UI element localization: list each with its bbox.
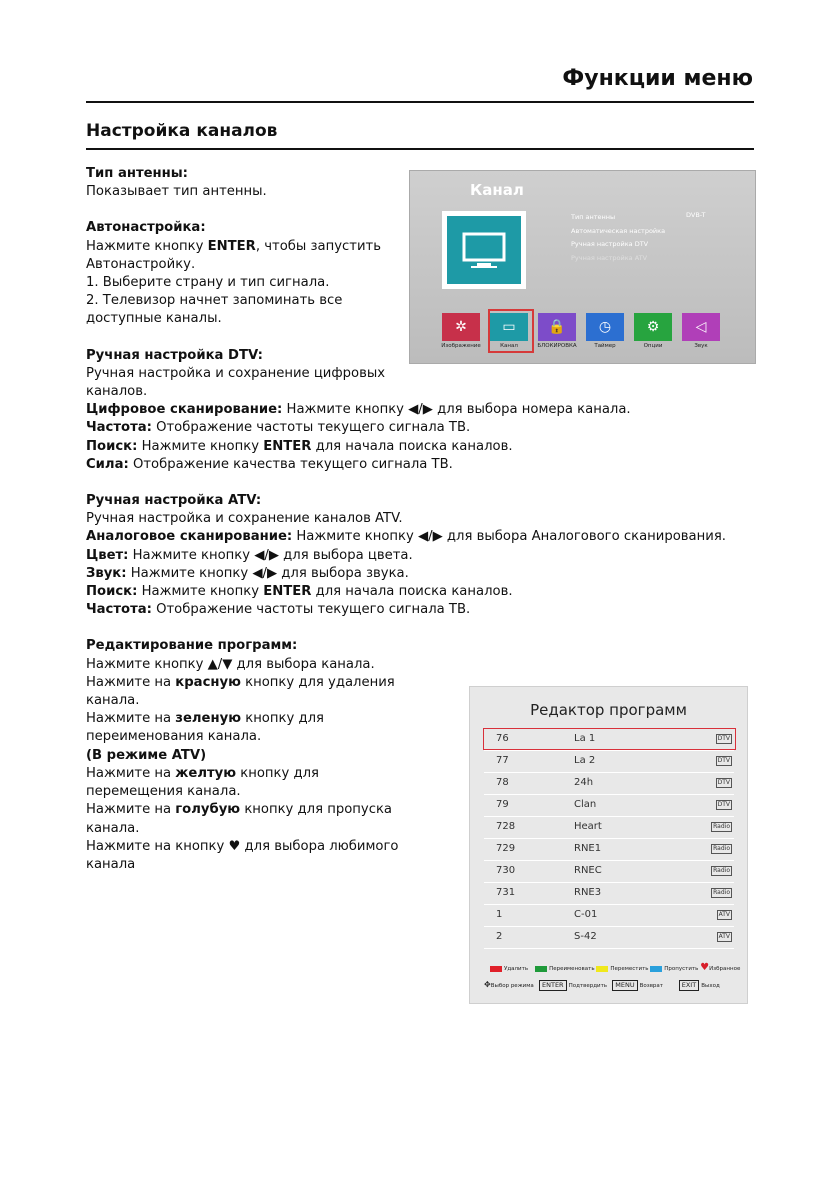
row-name: La 1 bbox=[574, 733, 596, 744]
blue-key-icon bbox=[650, 966, 662, 972]
table-row[interactable] bbox=[484, 839, 734, 861]
enter-key: ENTER bbox=[539, 980, 567, 991]
row-num: 76 bbox=[496, 733, 509, 744]
edit-l9: Нажмите на голубую кнопку для пропуска bbox=[86, 802, 393, 818]
row-num: 2 bbox=[496, 931, 503, 942]
atv-freq: Частота: Отображение частоты текущего сигнала ТВ. bbox=[86, 602, 471, 618]
dtv-freq: Частота: Отображение частоты текущего сигнала ТВ. bbox=[86, 420, 471, 436]
menu-item-antenna[interactable]: Тип антенны bbox=[571, 213, 616, 221]
table-row[interactable] bbox=[484, 861, 734, 883]
row-name: Heart bbox=[574, 821, 602, 832]
row-name: 24h bbox=[574, 777, 594, 788]
tile-icon: ◷ bbox=[598, 319, 612, 335]
tile-5[interactable] bbox=[634, 313, 672, 341]
row-num: 730 bbox=[496, 865, 516, 876]
row-name: RNEC bbox=[574, 865, 602, 876]
row-tag: DTV bbox=[717, 757, 730, 764]
menu-key: MENU bbox=[612, 980, 637, 991]
row-name: La 2 bbox=[574, 755, 596, 766]
row-tag: DTV bbox=[717, 779, 730, 786]
edit-l1: Нажмите кнопку ▲/▼ для выбора канала. bbox=[86, 656, 375, 672]
section-title: Настройка каналов bbox=[86, 121, 278, 141]
tile-icon: ✲ bbox=[455, 319, 467, 335]
red-key-icon bbox=[490, 966, 502, 972]
edit-l7: Нажмите на желтую кнопку для bbox=[86, 765, 319, 781]
tile-2[interactable] bbox=[490, 313, 528, 341]
tile-label: Опции bbox=[643, 343, 663, 349]
tile-label: БЛОКИРОВКА bbox=[537, 343, 577, 349]
dtv-heading: Ручная настройка DTV: bbox=[86, 347, 263, 363]
autotune-heading: Автонастройка: bbox=[86, 220, 206, 236]
edit-l10: канала. bbox=[86, 820, 140, 836]
tile-label: Изображение bbox=[441, 343, 481, 349]
edit-l6: (В режиме ATV) bbox=[86, 747, 207, 763]
tile-icon: ⚙ bbox=[646, 319, 660, 335]
dtv-power: Сила: Отображение качества текущего сигнала ТВ. bbox=[86, 456, 453, 472]
edit-l3: канала. bbox=[86, 693, 140, 709]
antenna-value: DVB-T bbox=[686, 211, 706, 219]
row-num: 731 bbox=[496, 887, 516, 898]
row-tag: Radio bbox=[713, 845, 730, 852]
row-tag: ATV bbox=[718, 911, 730, 918]
tv-menu-title: Канал bbox=[470, 181, 524, 199]
edit-l12: канала bbox=[86, 856, 136, 872]
row-tag: Radio bbox=[713, 889, 730, 896]
yellow-key-icon bbox=[596, 966, 608, 972]
edit-l2: Нажмите на красную кнопку для удаления bbox=[86, 674, 395, 690]
autotune-line2: Автонастройку. bbox=[86, 256, 196, 272]
row-name: RNE3 bbox=[574, 887, 602, 898]
atv-search: Поиск: Нажмите кнопку ENTER для начала поиска каналов. bbox=[86, 584, 513, 600]
tv-channel-menu bbox=[409, 170, 756, 364]
page-title: Функции меню bbox=[562, 66, 753, 91]
table-row[interactable] bbox=[484, 773, 734, 795]
dtv-search: Поиск: Нажмите кнопку ENTER для начала поиска каналов. bbox=[86, 438, 513, 454]
table-row[interactable] bbox=[484, 751, 734, 773]
tile-icon: ▭ bbox=[502, 319, 516, 335]
table-row[interactable] bbox=[484, 905, 734, 927]
autotune-line3: 1. Выберите страну и тип сигнала. bbox=[86, 275, 330, 291]
edit-heading: Редактирование программ: bbox=[86, 638, 298, 654]
tv-menu-list bbox=[571, 211, 665, 265]
row-tag: DTV bbox=[717, 735, 730, 742]
key-legend: ✥Выбор режима ENTER Подтвердить MENU Возврат EXIT Выход bbox=[484, 980, 720, 989]
atv-color: Цвет: Нажмите кнопку ◀/▶ для выбора цвета. bbox=[86, 547, 413, 563]
atv-sound: Звук: Нажмите кнопку ◀/▶ для выбора звука. bbox=[86, 565, 409, 581]
menu-item-autotune[interactable]: Автоматическая настройка bbox=[571, 226, 666, 235]
table-row[interactable] bbox=[484, 817, 734, 839]
autotune-line5: доступные каналы. bbox=[86, 311, 222, 327]
atv-line1: Ручная настройка и сохранение каналов ATV. bbox=[86, 511, 403, 527]
row-selection bbox=[483, 728, 736, 750]
program-editor bbox=[469, 686, 748, 1004]
tile-icon: 🔒 bbox=[548, 319, 566, 335]
row-tag: DTV bbox=[717, 801, 730, 808]
table-row[interactable] bbox=[484, 795, 734, 817]
edit-l11: Нажмите на кнопку ♥ для выбора любимого bbox=[86, 838, 399, 854]
tile-icon: ◁ bbox=[695, 319, 707, 335]
autotune-line1: Нажмите кнопку ENTER, чтобы запустить bbox=[86, 238, 381, 254]
dtv-scan: Цифровое сканирование: Нажмите кнопку ◀/▶ для выбора номера канала. bbox=[86, 402, 631, 418]
color-legend: Удалить Переименовать Переместить Пропустить ♥Избранное bbox=[490, 962, 740, 973]
row-name: C-01 bbox=[574, 909, 598, 920]
menu-item-atv[interactable]: Ручная настройка ATV bbox=[571, 253, 648, 262]
row-num: 79 bbox=[496, 799, 509, 810]
row-num: 78 bbox=[496, 777, 509, 788]
program-editor-title: Редактор программ bbox=[530, 701, 687, 719]
dtv-line1: Ручная настройка и сохранение цифровых bbox=[86, 365, 386, 381]
row-num: 729 bbox=[496, 843, 516, 854]
row-num: 728 bbox=[496, 821, 516, 832]
antenna-text: Показывает тип антенны. bbox=[86, 184, 267, 200]
heart-icon: ♥ bbox=[228, 838, 241, 854]
tile-3[interactable] bbox=[538, 313, 576, 341]
edit-l8: перемещения канала. bbox=[86, 784, 241, 800]
dtv-line2: каналов. bbox=[86, 384, 148, 400]
row-tag: Radio bbox=[713, 823, 730, 830]
tile-1[interactable] bbox=[442, 313, 480, 341]
row-name: RNE1 bbox=[574, 843, 602, 854]
table-row[interactable] bbox=[484, 883, 734, 905]
favorite-heart-icon: ♥ bbox=[700, 962, 710, 973]
row-tag: ATV bbox=[718, 933, 730, 940]
edit-l5: переименования канала. bbox=[86, 729, 262, 745]
menu-item-dtv[interactable]: Ручная настройка DTV bbox=[571, 240, 649, 248]
section-rule bbox=[86, 148, 754, 150]
dpad-icon: ✥ bbox=[484, 980, 491, 989]
autotune-line4: 2. Телевизор начнет запоминать все bbox=[86, 293, 343, 309]
tile-label: Канал bbox=[500, 343, 518, 349]
tile-4[interactable] bbox=[586, 313, 624, 341]
row-num: 1 bbox=[496, 909, 503, 920]
edit-l4: Нажмите на зеленую кнопку для bbox=[86, 711, 324, 727]
row-name: Clan bbox=[574, 799, 597, 810]
tv-icon bbox=[442, 211, 526, 289]
tile-label: Таймер bbox=[594, 343, 616, 349]
green-key-icon bbox=[535, 966, 547, 972]
antenna-heading: Тип антенны: bbox=[86, 166, 188, 181]
tile-label: Звук bbox=[694, 343, 708, 349]
row-name: S-42 bbox=[574, 931, 597, 942]
atv-heading: Ручная настройка ATV: bbox=[86, 493, 262, 509]
table-row[interactable] bbox=[484, 927, 734, 949]
tile-6[interactable] bbox=[682, 313, 720, 341]
title-rule bbox=[86, 101, 754, 103]
row-tag: Radio bbox=[713, 867, 730, 874]
atv-scan: Аналоговое сканирование: Нажмите кнопку ◀/▶ для выбора Аналогового сканирования. bbox=[86, 529, 726, 545]
row-num: 77 bbox=[496, 755, 509, 766]
exit-key: EXIT bbox=[679, 980, 699, 991]
